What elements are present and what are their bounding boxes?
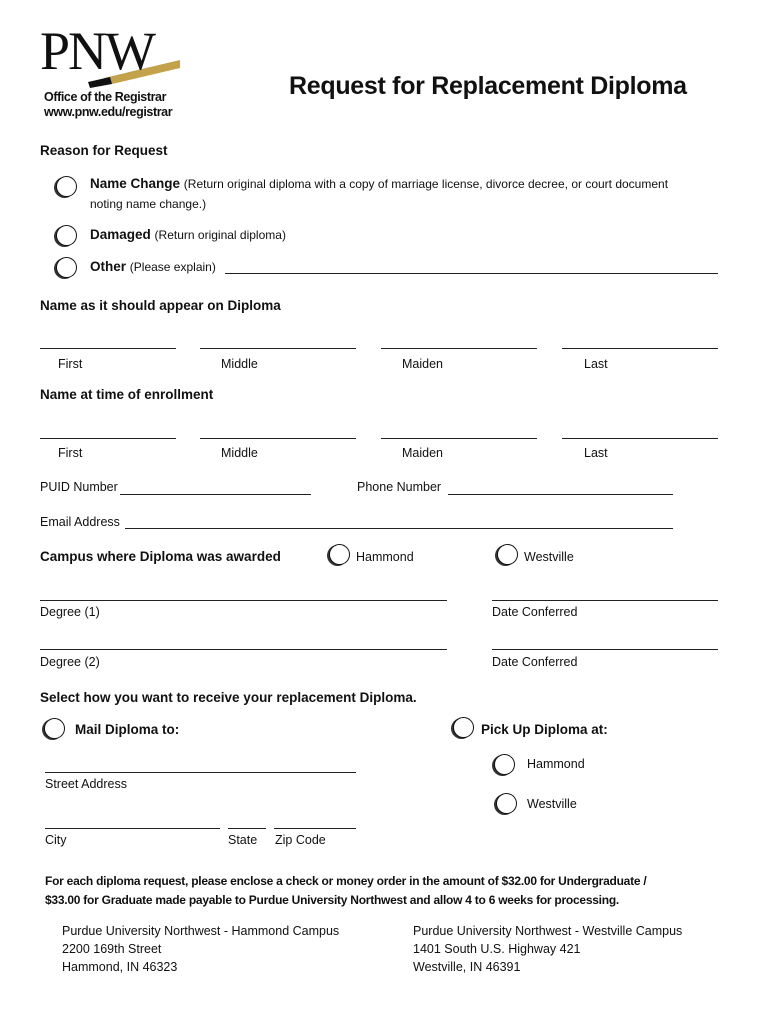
date1-label: Date Conferred (492, 605, 578, 619)
mail-radio[interactable] (44, 718, 65, 739)
damaged-note: (Return original diploma) (154, 228, 286, 242)
other-title: Other (90, 259, 127, 274)
other-label (90, 259, 216, 274)
diploma-last-field[interactable] (562, 348, 718, 349)
office-label: Office of the Registrar (44, 90, 167, 104)
hammond-address-city: Hammond, IN 46323 (62, 960, 178, 974)
hammond-address-street: 2200 169th Street (62, 942, 162, 956)
hammond-address (62, 922, 339, 976)
westville-address-city: Westville, IN 46391 (413, 960, 521, 974)
damaged-radio[interactable] (56, 225, 77, 246)
diploma-first-field[interactable] (40, 348, 176, 349)
campus-westville-label: Westville (524, 550, 574, 564)
email-label: Email Address (40, 515, 120, 529)
enrollment-name-heading: Name at time of enrollment (40, 387, 214, 402)
enroll-last-label: Last (584, 446, 608, 460)
enroll-middle-field[interactable] (200, 438, 356, 439)
logo-text: PNW (40, 21, 154, 81)
name-change-note-cont: noting name change.) (90, 197, 207, 211)
name-change-note: (Return original diploma with a copy of marriage license, divorce decree, or court document (183, 177, 669, 191)
page-title: Request for Replacement Diploma (289, 72, 687, 100)
puid-field[interactable] (120, 494, 311, 495)
diploma-middle-label: Middle (221, 357, 258, 371)
enroll-maiden-field[interactable] (381, 438, 537, 439)
mail-label: Mail Diploma to: (75, 722, 180, 737)
campus-hammond-label: Hammond (356, 550, 414, 564)
reason-heading: Reason for Request (40, 143, 168, 158)
delivery-heading: Select how you want to receive your replacement Diploma. (40, 690, 417, 705)
diploma-first-label: First (58, 357, 83, 371)
enroll-middle-label: Middle (221, 446, 258, 460)
pickup-westville-label: Westville (527, 797, 577, 811)
enroll-maiden-label: Maiden (402, 446, 443, 460)
pickup-label: Pick Up Diploma at: (481, 722, 608, 737)
email-field[interactable] (125, 528, 673, 529)
other-explain-field[interactable] (225, 273, 718, 274)
phone-field[interactable] (448, 494, 673, 495)
diploma-last-label: Last (584, 357, 608, 371)
pickup-hammond-label: Hammond (527, 757, 585, 771)
degree2-field[interactable] (40, 649, 447, 650)
name-change-radio[interactable] (56, 176, 77, 197)
degree2-label: Degree (2) (40, 655, 100, 669)
city-field[interactable] (45, 828, 220, 829)
date2-field[interactable] (492, 649, 718, 650)
damaged-label (90, 227, 286, 242)
degree1-field[interactable] (40, 600, 447, 601)
westville-address (413, 922, 682, 976)
enroll-first-field[interactable] (40, 438, 176, 439)
name-change-label (90, 176, 668, 191)
enroll-first-label: First (58, 446, 83, 460)
phone-label: Phone Number (357, 480, 442, 494)
street-label: Street Address (45, 777, 127, 791)
pnw-logo (40, 21, 180, 88)
website-link[interactable]: www.pnw.edu/registrar (44, 105, 173, 119)
enroll-last-field[interactable] (562, 438, 718, 439)
date1-field[interactable] (492, 600, 718, 601)
westville-address-name: Purdue University Northwest - Westville Campus (413, 924, 683, 938)
date2-label: Date Conferred (492, 655, 578, 669)
campus-hammond-radio[interactable] (329, 544, 350, 565)
puid-label: PUID Number (40, 480, 118, 494)
diploma-maiden-field[interactable] (381, 348, 537, 349)
westville-address-street: 1401 South U.S. Highway 421 (413, 942, 581, 956)
zip-label: Zip Code (275, 833, 326, 847)
fee-line-2: $33.00 for Graduate made payable to Purdue University Northwest and allow 4 to 6 weeks for processing. (45, 893, 620, 907)
pickup-westville-radio[interactable] (496, 793, 517, 814)
state-field[interactable] (228, 828, 266, 829)
campus-westville-radio[interactable] (497, 544, 518, 565)
diploma-middle-field[interactable] (200, 348, 356, 349)
campus-label: Campus where Diploma was awarded (40, 549, 281, 564)
degree1-label: Degree (1) (40, 605, 100, 619)
state-label: State (228, 833, 258, 847)
damaged-title: Damaged (90, 227, 151, 242)
other-note: (Please explain) (129, 260, 216, 274)
zip-field[interactable] (274, 828, 356, 829)
diploma-maiden-label: Maiden (402, 357, 443, 371)
diploma-name-heading: Name as it should appear on Diploma (40, 298, 281, 313)
city-label: City (45, 833, 67, 847)
name-change-title: Name Change (90, 176, 181, 191)
pickup-radio[interactable] (453, 717, 474, 738)
other-radio[interactable] (56, 257, 77, 278)
hammond-address-name: Purdue University Northwest - Hammond Campus (62, 924, 340, 938)
pickup-hammond-radio[interactable] (494, 754, 515, 775)
street-field[interactable] (45, 772, 356, 773)
fee-line-1: For each diploma request, please enclose a check or money order in the amount of $32.00 for Undergraduate / (45, 874, 647, 888)
